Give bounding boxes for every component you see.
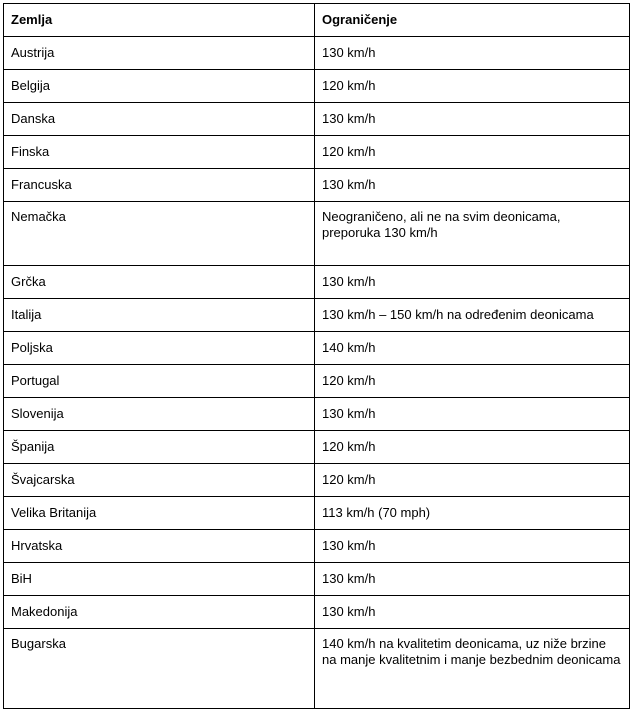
limit-cell: 120 km/h — [315, 431, 630, 464]
limit-cell: 130 km/h — [315, 37, 630, 70]
limit-cell: 140 km/h na kvalitetim deonicama, uz niže brzine na manje kvalitetnim i manje bezbednim deonicama — [315, 629, 630, 709]
country-cell: Austrija — [4, 37, 315, 70]
country-cell: Portugal — [4, 365, 315, 398]
table-row — [4, 629, 630, 709]
table-row — [4, 70, 630, 103]
table-header-row — [4, 4, 630, 37]
country-cell: Bugarska — [4, 629, 315, 709]
limit-cell: 130 km/h — [315, 530, 630, 563]
table-row — [4, 136, 630, 169]
limit-cell: 140 km/h — [315, 332, 630, 365]
table-row — [4, 103, 630, 136]
table-row — [4, 202, 630, 266]
country-cell: Hrvatska — [4, 530, 315, 563]
header-limit: Ograničenje — [315, 4, 630, 37]
country-cell: Grčka — [4, 266, 315, 299]
country-cell: Makedonija — [4, 596, 315, 629]
country-cell: Poljska — [4, 332, 315, 365]
table-row — [4, 497, 630, 530]
limit-cell: 130 km/h — [315, 563, 630, 596]
limit-cell: 130 km/h — [315, 103, 630, 136]
limit-cell: 130 km/h — [315, 398, 630, 431]
table-row — [4, 37, 630, 70]
country-cell: Nemačka — [4, 202, 315, 266]
table-row — [4, 596, 630, 629]
limit-cell: 120 km/h — [315, 365, 630, 398]
limit-cell: Neograničeno, ali ne na svim deonicama, preporuka 130 km/h — [315, 202, 630, 266]
table-row — [4, 299, 630, 332]
limit-cell: 113 km/h (70 mph) — [315, 497, 630, 530]
table-row — [4, 169, 630, 202]
table-row — [4, 365, 630, 398]
table-row — [4, 332, 630, 365]
table-row — [4, 530, 630, 563]
country-cell: BiH — [4, 563, 315, 596]
country-cell: Belgija — [4, 70, 315, 103]
limit-cell: 130 km/h — [315, 169, 630, 202]
table-row — [4, 431, 630, 464]
table-row — [4, 398, 630, 431]
country-cell: Slovenija — [4, 398, 315, 431]
country-cell: Italija — [4, 299, 315, 332]
header-country: Zemlja — [4, 4, 315, 37]
country-cell: Francuska — [4, 169, 315, 202]
limit-cell: 130 km/h — [315, 266, 630, 299]
country-cell: Danska — [4, 103, 315, 136]
limit-cell: 120 km/h — [315, 136, 630, 169]
speed-limit-table — [3, 3, 630, 709]
table-row — [4, 266, 630, 299]
limit-cell: 130 km/h — [315, 596, 630, 629]
country-cell: Finska — [4, 136, 315, 169]
country-cell: Španija — [4, 431, 315, 464]
limit-cell: 120 km/h — [315, 70, 630, 103]
country-cell: Švajcarska — [4, 464, 315, 497]
table-row — [4, 563, 630, 596]
country-cell: Velika Britanija — [4, 497, 315, 530]
limit-cell: 120 km/h — [315, 464, 630, 497]
table-row — [4, 464, 630, 497]
limit-cell: 130 km/h – 150 km/h na određenim deonicama — [315, 299, 630, 332]
